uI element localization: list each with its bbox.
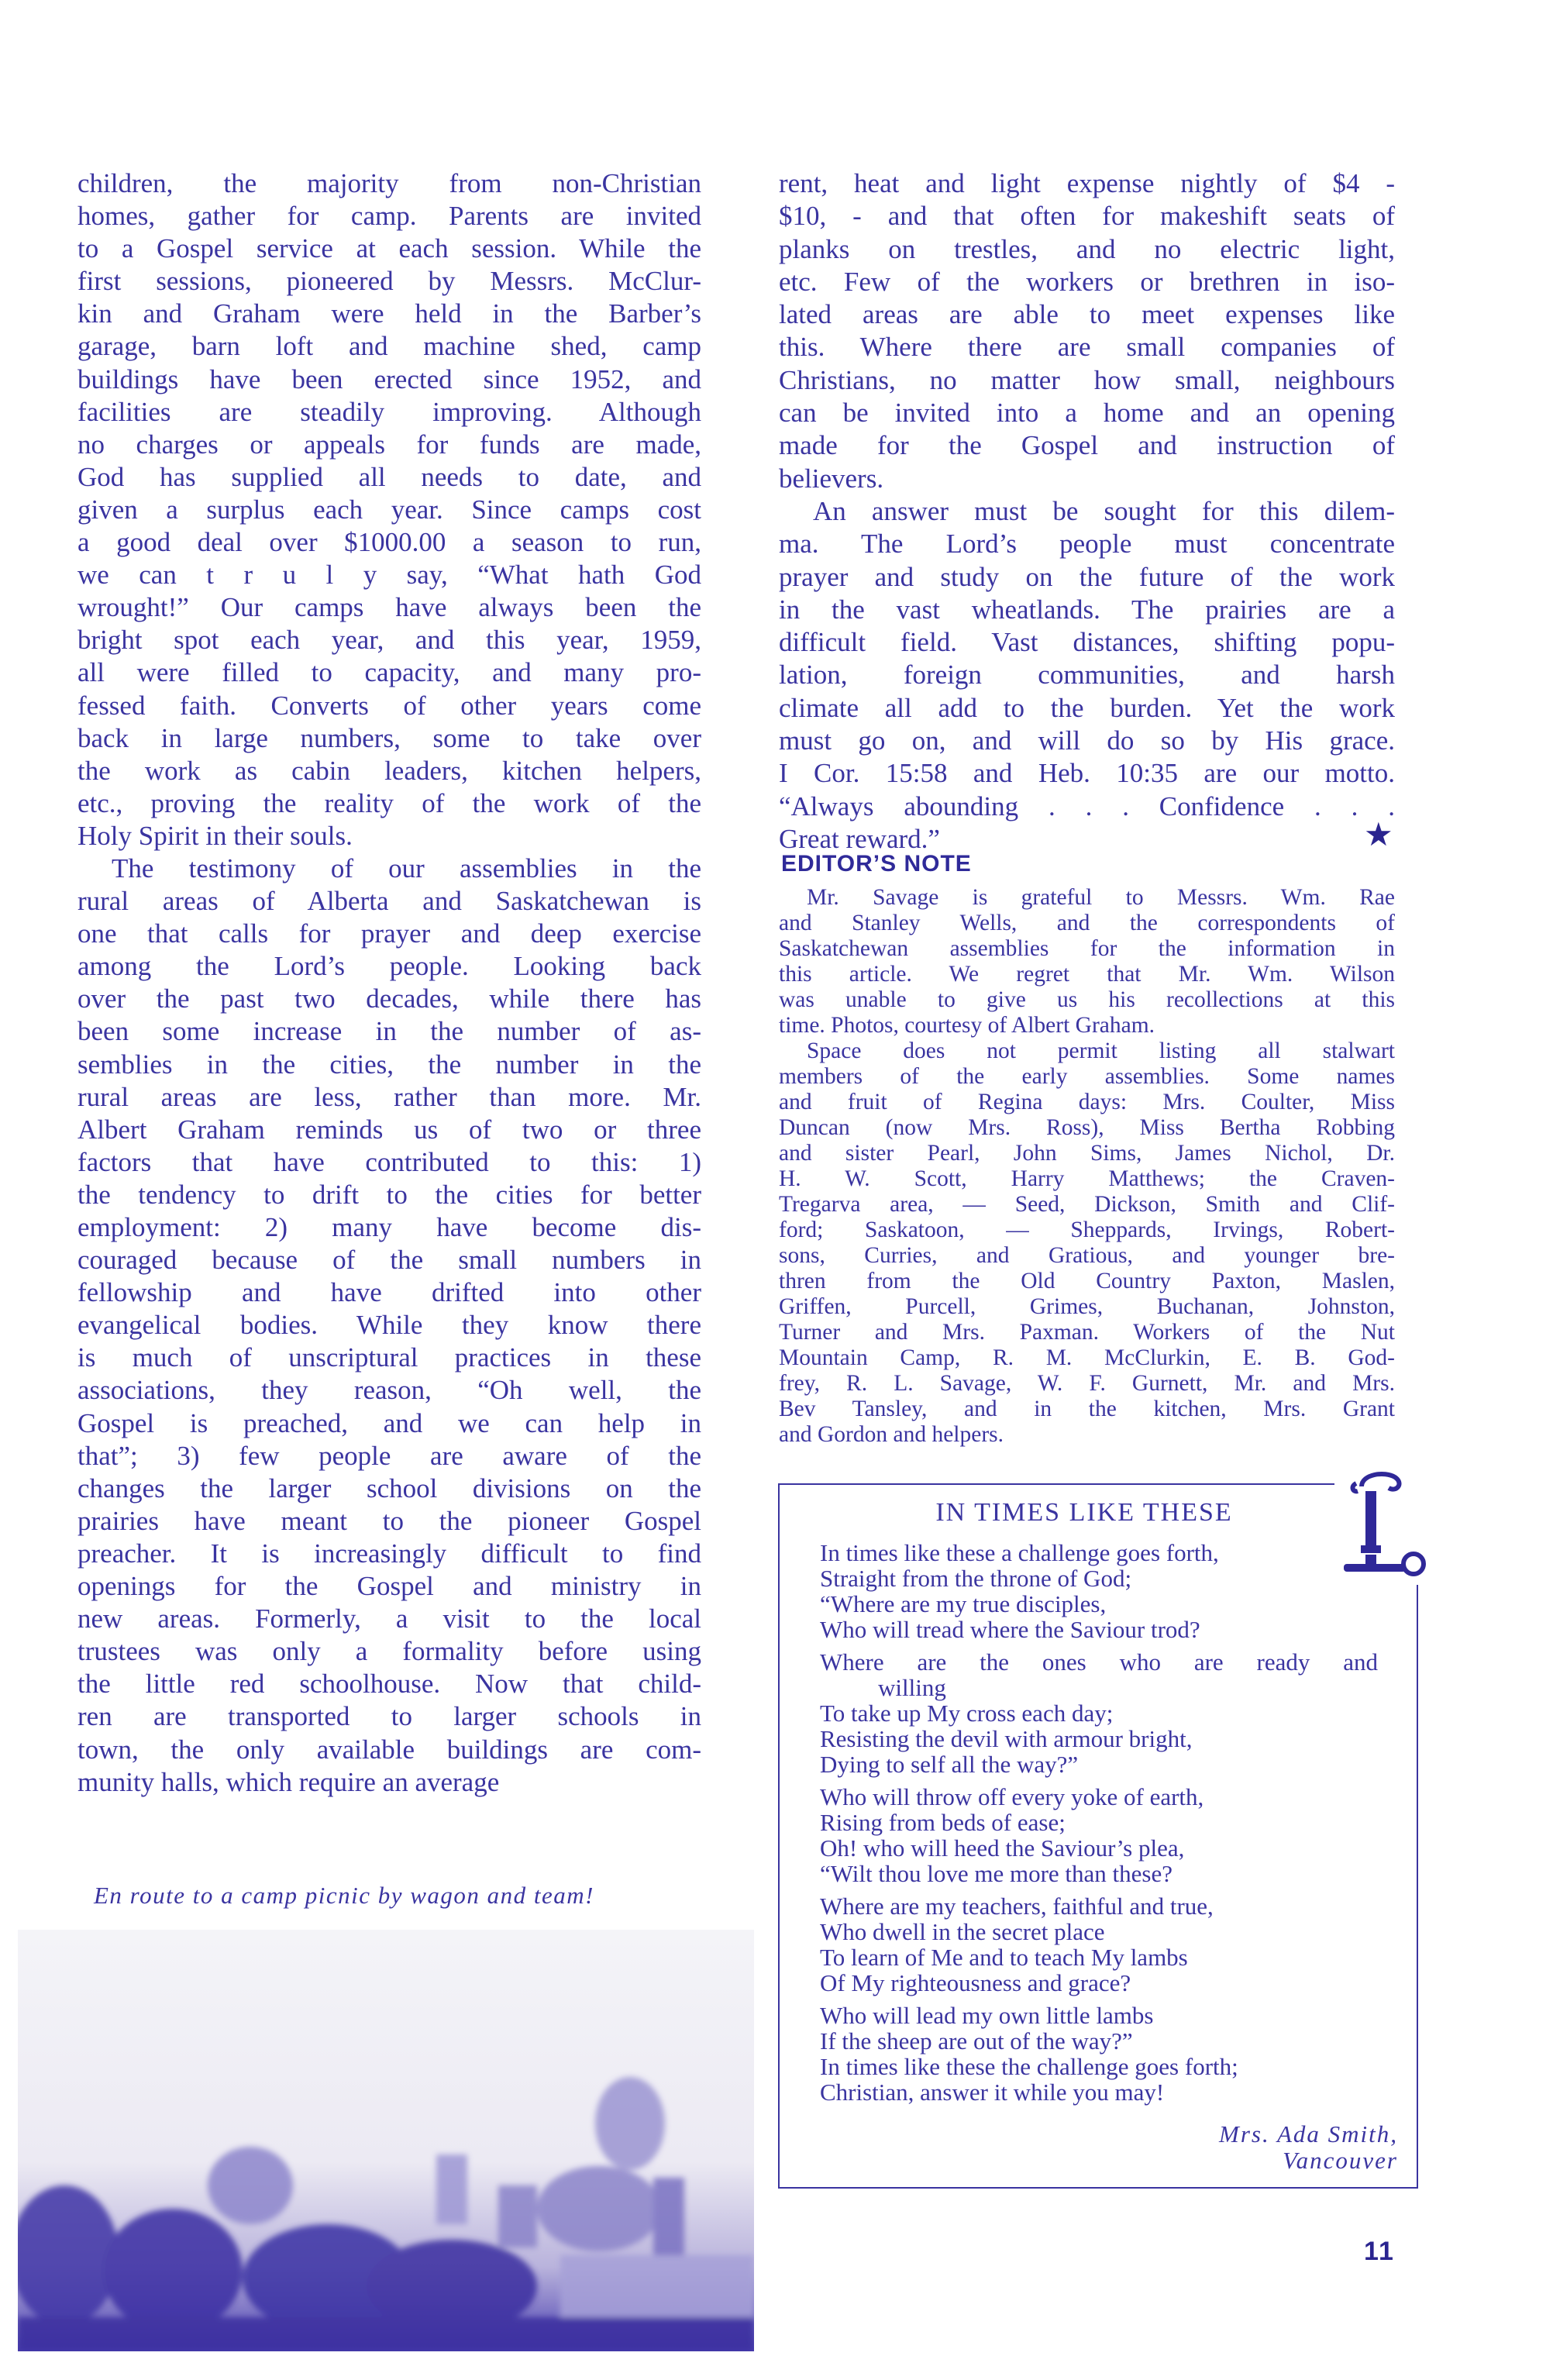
poem-stanza (820, 2003, 1378, 2105)
poem-line: Oh! who will heed the Saviour’s plea, (820, 1834, 1185, 1862)
text-line: in the vast wheatlands. The prairies are a (779, 594, 1395, 625)
poem-line: Rising from beds of ease; (820, 1809, 1066, 1836)
text-line: Saskatchewan assemblies for the information in (779, 936, 1395, 961)
poem-stanza (820, 1649, 1378, 1777)
text-line: Turner and Mrs. Paxman. Workers of the Nut (779, 1320, 1395, 1345)
text-line: town, the only available buildings are com- (77, 1734, 701, 1765)
text-line: Gospel is preached, and we can help in (77, 1407, 701, 1438)
poem-location: Vancouver (1283, 2147, 1398, 2174)
text-line: that”; 3) few people are aware of the (77, 1440, 701, 1471)
text-line: members of the early assemblies. Some names (779, 1064, 1395, 1089)
poem-author: Mrs. Ada Smith, (1219, 2120, 1398, 2148)
text-line: prairies have meant to the pioneer Gospel (77, 1505, 701, 1536)
text-line: factors that have contributed to this: 1) (77, 1146, 701, 1177)
text-line: openings for the Gospel and ministry in (77, 1571, 701, 1602)
text-line: rural areas of Alberta and Saskatchewan is (77, 886, 701, 917)
text-line: new areas. Formerly, a visit to the local (77, 1603, 701, 1634)
text-line: prayer and study on the future of the work (779, 561, 1395, 592)
text-line: semblies in the cities, the number in the (77, 1049, 701, 1080)
text-line: I Cor. 15:58 and Heb. 10:35 are our motto. (779, 758, 1395, 789)
text-line: etc. Few of the workers or brethren in iso- (779, 266, 1395, 297)
text-line: and fruit of Regina days: Mrs. Coulter, Miss (779, 1090, 1395, 1114)
text-line: changes the larger school divisions on the (77, 1472, 701, 1503)
text-line: ford; Saskatoon, — Sheppards, Irvings, Robert- (779, 1218, 1395, 1242)
text-line: and sister Pearl, John Sims, James Nichol, Dr. (779, 1141, 1395, 1166)
text-line: the tendency to drift to the cities for better (77, 1179, 701, 1210)
paragraph (779, 167, 1395, 495)
poem-line: willing (878, 1674, 946, 1701)
text-line: Space does not permit listing all stalwart (807, 1038, 1395, 1063)
paragraph (779, 495, 1395, 856)
text-line: the little red schoolhouse. Now that child- (77, 1669, 701, 1700)
text-line: associations, they reason, “Oh well, the (77, 1375, 701, 1406)
poem-line: “Where are my true disciples, (820, 1590, 1107, 1617)
text-line: Mountain Camp, R. M. McClurkin, E. B. God- (779, 1345, 1395, 1370)
text-line: sons, Curries, and Gratious, and younger bre- (779, 1243, 1395, 1268)
paragraph (779, 885, 1395, 1038)
text-line: planks on trestles, and no electric light, (779, 233, 1395, 264)
poem-stanza (820, 1540, 1378, 1642)
text-line: rural areas are less, rather than more. Mr. (77, 1081, 701, 1112)
article-right-column (779, 167, 1395, 856)
text-line: and Gordon and helpers. (779, 1422, 1004, 1447)
text-line: frey, R. L. Savage, W. F. Gurnett, Mr. and Mrs. (779, 1371, 1395, 1396)
poem-box-border-top (778, 1483, 1334, 1485)
article-left-column (77, 167, 701, 1799)
text-line: a good deal over $1000.00 a season to run, (77, 527, 701, 558)
text-line: believers. (779, 463, 884, 494)
text-line: $10, - and that often for makeshift seats of (779, 201, 1395, 232)
text-line: no charges or appeals for funds are made, (77, 429, 701, 460)
text-line: we can t r u l y say, “What hath God (77, 560, 701, 591)
poem-line: Of My righteousness and grace? (820, 1969, 1131, 1996)
poem-line: Who dwell in the secret place (820, 1918, 1105, 1945)
text-line: first sessions, pioneered by Messrs. McClur- (77, 266, 701, 297)
poem-title: IN TIMES LIKE THESE (935, 1498, 1233, 1527)
text-line: lated areas are able to meet expenses like (779, 299, 1395, 330)
text-line: evangelical bodies. While they know there (77, 1310, 701, 1341)
text-line: back in large numbers, some to take over (77, 722, 701, 753)
text-line: is much of unscriptural practices in these (77, 1342, 701, 1373)
text-line: Albert Graham reminds us of two or three (77, 1114, 701, 1145)
text-line: been some increase in the number of as- (77, 1016, 701, 1047)
text-line: this. Where there are small companies of (779, 332, 1395, 363)
text-line: homes, gather for camp. Parents are invited (77, 201, 701, 232)
poem-line: Dying to self all the way?” (820, 1751, 1079, 1778)
text-line: difficult field. Vast distances, shifting popu- (779, 627, 1395, 658)
text-line: etc., proving the reality of the work of the (77, 787, 701, 818)
text-line: made for the Gospel and instruction of (779, 430, 1395, 461)
poem-line: In times like these a challenge goes forth, (820, 1539, 1219, 1566)
poem-line: Resisting the devil with armour bright, (820, 1725, 1193, 1752)
text-line: Griffen, Purcell, Grimes, Buchanan, Johnston, (779, 1294, 1395, 1319)
text-line: An answer must be sought for this dilem- (813, 495, 1395, 526)
text-line: Great reward.” (779, 823, 940, 854)
text-line: trustees was only a formality before using (77, 1636, 701, 1667)
text-line: rent, heat and light expense nightly of $4 - (779, 168, 1395, 198)
poem-line: If the sheep are out of the way?” (820, 2027, 1133, 2055)
poem-line: Who will lead my own little lambs (820, 2002, 1154, 2029)
text-line: Tregarva area, — Seed, Dickson, Smith and Clif- (779, 1192, 1395, 1217)
poem-line: To learn of Me and to teach My lambs (820, 1944, 1188, 1971)
text-line: this article. We regret that Mr. Wm. Wilson (779, 962, 1395, 987)
text-line: over the past two decades, while there has (77, 983, 701, 1014)
star-icon: ★ (1364, 818, 1393, 853)
text-line: children, the majority from non-Christian (77, 168, 701, 198)
page-number: 11 (1364, 2237, 1395, 2266)
poem-box-border-bottom (778, 2187, 1418, 2189)
text-line: must go on, and will do so by His grace. (779, 725, 1395, 756)
poem-box-border-left (778, 1483, 780, 2189)
text-line: all were filled to capacity, and many pro- (77, 657, 701, 688)
text-line: Holy Spirit in their souls. (77, 820, 353, 851)
text-line: munity halls, which require an average (77, 1766, 500, 1797)
text-line: wrought!” Our camps have always been the (77, 592, 701, 623)
text-line: thren from the Old Country Paxton, Maslen, (779, 1269, 1395, 1293)
poem-line: Christian, answer it while you may! (820, 2079, 1165, 2106)
text-line: Christians, no matter how small, neighbours (779, 364, 1395, 395)
poem-line: To take up My cross each day; (820, 1700, 1114, 1727)
text-line: God has supplied all needs to date, and (77, 461, 701, 492)
text-line: kin and Graham were held in the Barber’s (77, 298, 701, 329)
text-line: among the Lord’s people. Looking back (77, 951, 701, 982)
photo-caption: En route to a camp picnic by wagon and team! (94, 1882, 594, 1909)
poem-box-border-right (1417, 1585, 1418, 2189)
text-line: time. Photos, courtesy of Albert Graham. (779, 1013, 1155, 1038)
poem-body (820, 1540, 1378, 2112)
text-line: the work as cabin leaders, kitchen helpers, (77, 755, 701, 786)
text-line: facilities are steadily improving. Although (77, 396, 701, 427)
poem-line: Where are the ones who are ready and (820, 1648, 1378, 1676)
text-line: fessed faith. Converts of other years come (77, 690, 701, 721)
text-line: fellowship and have drifted into other (77, 1277, 701, 1308)
text-line: buildings have been erected since 1952, and (77, 363, 701, 394)
poem-stanza (820, 1893, 1378, 1996)
editors-note-body (779, 885, 1395, 1448)
text-line: The testimony of our assemblies in the (112, 852, 701, 883)
wagon-team-photo (18, 1930, 754, 2351)
text-line: bright spot each year, and this year, 1959, (77, 625, 701, 656)
text-line: can be invited into a home and an opening (779, 398, 1395, 429)
text-line: and Stanley Wells, and the correspondents of (779, 911, 1395, 935)
poem-line: Who will throw off every yoke of earth, (820, 1783, 1204, 1810)
paragraph (77, 852, 701, 1799)
poem-line: In times like these the challenge goes forth; (820, 2053, 1238, 2080)
text-line: garage, barn loft and machine shed, camp (77, 331, 701, 362)
text-line: climate all add to the burden. Yet the work (779, 692, 1395, 723)
text-line: Duncan (now Mrs. Ross), Miss Bertha Robbing (779, 1115, 1395, 1140)
text-line: Mr. Savage is grateful to Messrs. Wm. Rae (807, 885, 1395, 910)
poem-line: Who will tread where the Saviour trod? (820, 1616, 1200, 1643)
text-line: ma. The Lord’s people must concentrate (779, 529, 1395, 560)
poem-line: “Wilt thou love me more than these? (820, 1860, 1172, 1887)
text-line: Bev Tansley, and in the kitchen, Mrs. Grant (779, 1397, 1395, 1421)
editors-note-heading: EDITOR’S NOTE (781, 851, 972, 877)
poem-line: Straight from the throne of God; (820, 1565, 1132, 1592)
text-line: preacher. It is increasingly difficult to find (77, 1538, 701, 1569)
text-line: was unable to give us his recollections at this (779, 987, 1395, 1012)
text-line: couraged because of the small numbers in (77, 1245, 701, 1276)
text-line: ren are transported to larger schools in (77, 1701, 701, 1732)
paragraph (779, 1038, 1395, 1448)
poem-line: Where are my teachers, faithful and true, (820, 1893, 1214, 1920)
text-line: H. W. Scott, Harry Matthews; the Craven- (779, 1166, 1395, 1191)
poem-stanza (820, 1784, 1378, 1886)
poem-attribution (1219, 2121, 1398, 2174)
text-line: to a Gospel service at each session. While the (77, 233, 701, 264)
text-line: one that calls for prayer and deep exercise (77, 918, 701, 949)
text-line: lation, foreign communities, and harsh (779, 660, 1395, 691)
text-line: “Always abounding . . . Confidence . . . (779, 790, 1395, 821)
text-line: given a surplus each year. Since camps cost (77, 494, 701, 525)
text-line: employment: 2) many have become dis- (77, 1212, 701, 1242)
paragraph (77, 167, 701, 852)
